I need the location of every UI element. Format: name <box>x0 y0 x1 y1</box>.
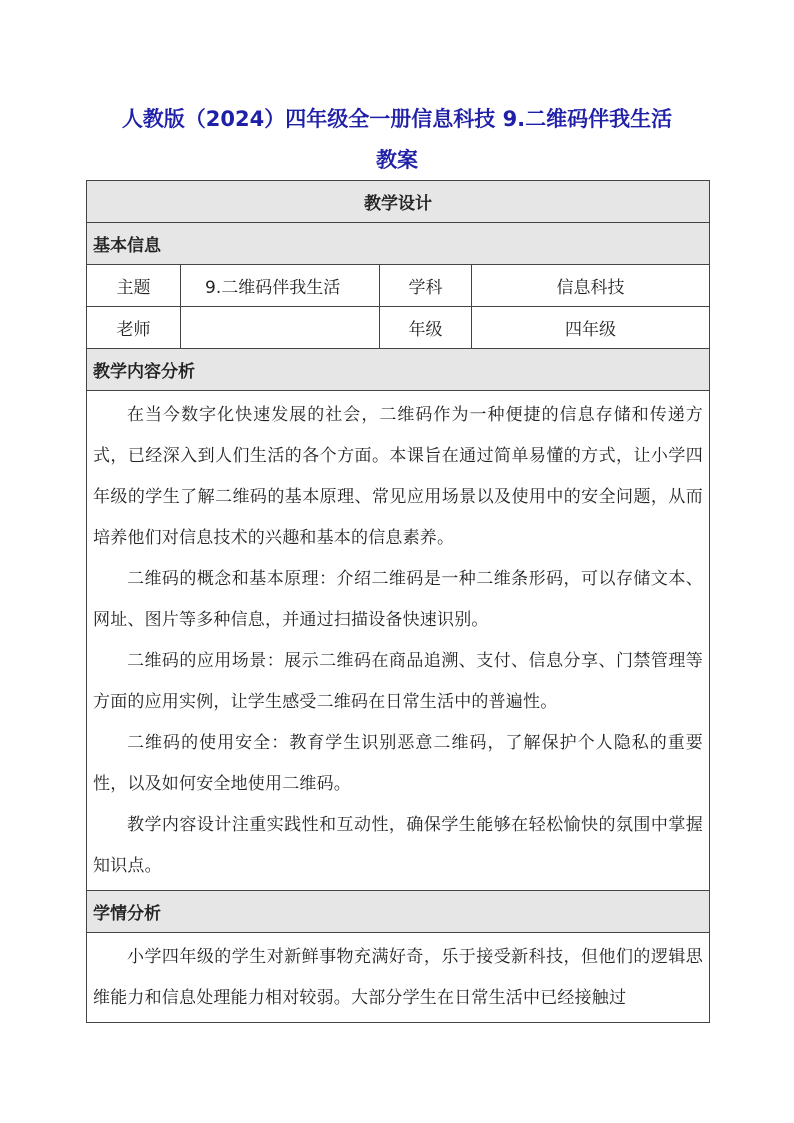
student-analysis-body-row <box>87 933 710 1023</box>
section-heading-student-analysis: 学情分析 <box>87 891 710 933</box>
section-row-content-analysis <box>87 349 710 391</box>
section-row-student-analysis <box>87 891 710 933</box>
content-paragraph: 在当今数字化快速发展的社会，二维码作为一种便捷的信息存储和传递方式，已经深入到人们生活的各个方面。本课旨在通过简单易懂的方式，让小学四年级的学生了解二维码的基本原理、常见应用场景以及使用中的安全问题，从而培养他们对信息技术的兴趣和基本的信息素养。 <box>93 405 703 548</box>
info-row-teacher <box>87 307 710 349</box>
table-header: 教学设计 <box>87 181 710 223</box>
student-analysis-body <box>87 933 710 1023</box>
info-row-topic <box>87 265 710 307</box>
content-paragraph: 二维码的应用场景：展示二维码在商品追溯、支付、信息分享、门禁管理等方面的应用实例，让学生感受二维码在日常生活中的普遍性。 <box>93 651 703 712</box>
section-row-basic-info <box>87 223 710 265</box>
teacher-label: 老师 <box>87 307 181 349</box>
subject-label: 学科 <box>380 265 472 307</box>
grade-value: 四年级 <box>472 307 710 349</box>
topic-label: 主题 <box>87 265 181 307</box>
document-title: 人教版（2024）四年级全一册信息科技 9.二维码伴我生活 <box>121 107 673 131</box>
content-paragraph: 二维码的使用安全：教育学生识别恶意二维码，了解保护个人隐私的重要性，以及如何安全地使用二维码。 <box>93 733 703 794</box>
table-header-row <box>87 181 710 223</box>
content-analysis-body <box>87 391 710 891</box>
content-analysis-body-row <box>87 391 710 891</box>
section-heading-basic-info: 基本信息 <box>87 223 710 265</box>
subject-value: 信息科技 <box>472 265 710 307</box>
content-paragraph: 教学内容设计注重实践性和互动性，确保学生能够在轻松愉快的氛围中掌握知识点。 <box>93 815 703 876</box>
content-paragraph: 二维码的概念和基本原理：介绍二维码是一种二维条形码，可以存储文本、网址、图片等多种信息，并通过扫描设备快速识别。 <box>93 569 703 630</box>
grade-label: 年级 <box>380 307 472 349</box>
lesson-plan-table <box>86 180 710 1023</box>
student-analysis-paragraph: 小学四年级的学生对新鲜事物充满好奇，乐于接受新科技，但他们的逻辑思维能力和信息处理能力相对较弱。大部分学生在日常生活中已经接触过 <box>93 947 703 1008</box>
topic-value: 9.二维码伴我生活 <box>181 265 380 307</box>
section-heading-content-analysis: 教学内容分析 <box>87 349 710 391</box>
teacher-value <box>181 307 380 349</box>
document-subtitle: 教案 <box>376 148 418 172</box>
